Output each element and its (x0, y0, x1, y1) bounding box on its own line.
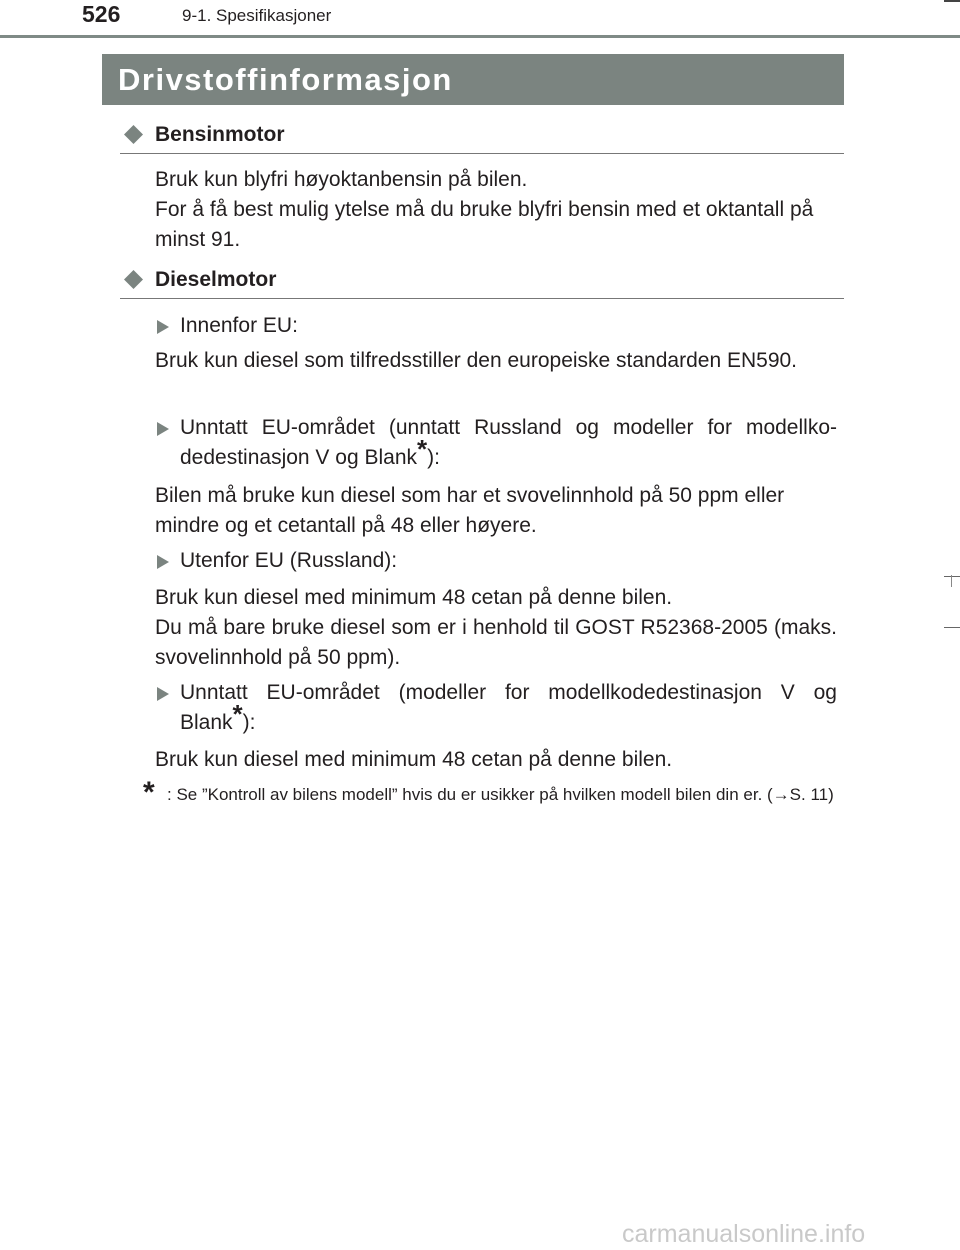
footnote-marker: * (143, 776, 155, 809)
bullet-outside-eu-models-label: Unntatt EU-området (modeller for modellkodedestinasjon V og Blank*): (180, 681, 837, 734)
heading-diesel (120, 266, 844, 296)
bullet-outside-eu (155, 413, 837, 473)
diamond-icon (124, 270, 143, 289)
side-tick-vertical (951, 575, 952, 587)
watermark: carmanualsonline.info (622, 1220, 866, 1248)
bullet-russia (155, 546, 837, 576)
arrow-right-icon (157, 687, 169, 701)
diesel-outside-eu-models-text: Bruk kun diesel med minimum 48 cetan på denne bilen. (155, 748, 673, 771)
footnote-text: : Se ”Kontroll av bilens modell” hvis du er usikker på hvilken modell bilen din er. (→S. 11) (167, 785, 834, 804)
diesel-eu-text: Bruk kun diesel som tilfredsstiller den europeiske standarden EN590. (155, 349, 798, 372)
side-tick-upper (944, 576, 960, 577)
diesel-russia-text-1: Bruk kun diesel med minimum 48 cetan på denne bilen. (155, 586, 673, 609)
heading-petrol-rule (120, 153, 844, 154)
arrow-right-icon (157, 422, 169, 436)
bullet-eu (155, 311, 837, 341)
corner-tick (944, 0, 960, 2)
bullet-outside-eu-models (155, 678, 837, 738)
petrol-line-1: Bruk kun blyfri høyoktanbensin på bilen. (155, 168, 528, 191)
bullet-russia-label: Utenfor EU (Russland): (180, 549, 398, 572)
heading-diesel-rule (120, 298, 844, 299)
page-title: Drivstoffinformasjon (118, 62, 453, 97)
section-label: 9-1. Spesifikasjoner (182, 6, 332, 25)
header-rule (0, 35, 960, 38)
heading-diesel-text: Dieselmotor (155, 268, 277, 291)
side-tick-lower (944, 627, 960, 628)
arrow-right-icon (157, 320, 169, 334)
petrol-line-2: For å få best mulig ytelse må du bruke blyfri bensin med et oktantall på minst 91. (155, 198, 814, 251)
bullet-outside-eu-label: Unntatt EU-området (unntatt Russland og modeller for modellko-dedestinasjon V og Blank*): (180, 416, 837, 469)
arrow-right-icon (157, 555, 169, 569)
diamond-icon (124, 125, 143, 144)
page-number: 526 (82, 1, 121, 27)
bullet-eu-label: Innenfor EU: (180, 314, 298, 337)
heading-petrol (120, 121, 844, 151)
asterisk-marker: * (232, 699, 243, 729)
diesel-outside-eu-text: Bilen må bruke kun diesel som har et svovelinnhold på 50 ppm eller mindre og et cetantall på 48 eller høyere. (155, 484, 785, 537)
footnote (143, 776, 837, 809)
diesel-russia-text-2: Du må bare bruke diesel som er i henhold til GOST R52368-2005 (maks. svovelinnhold på 50 ppm). (155, 616, 837, 669)
heading-petrol-text: Bensinmotor (155, 123, 285, 146)
asterisk-marker: * (417, 434, 428, 464)
title-bar (102, 54, 844, 105)
